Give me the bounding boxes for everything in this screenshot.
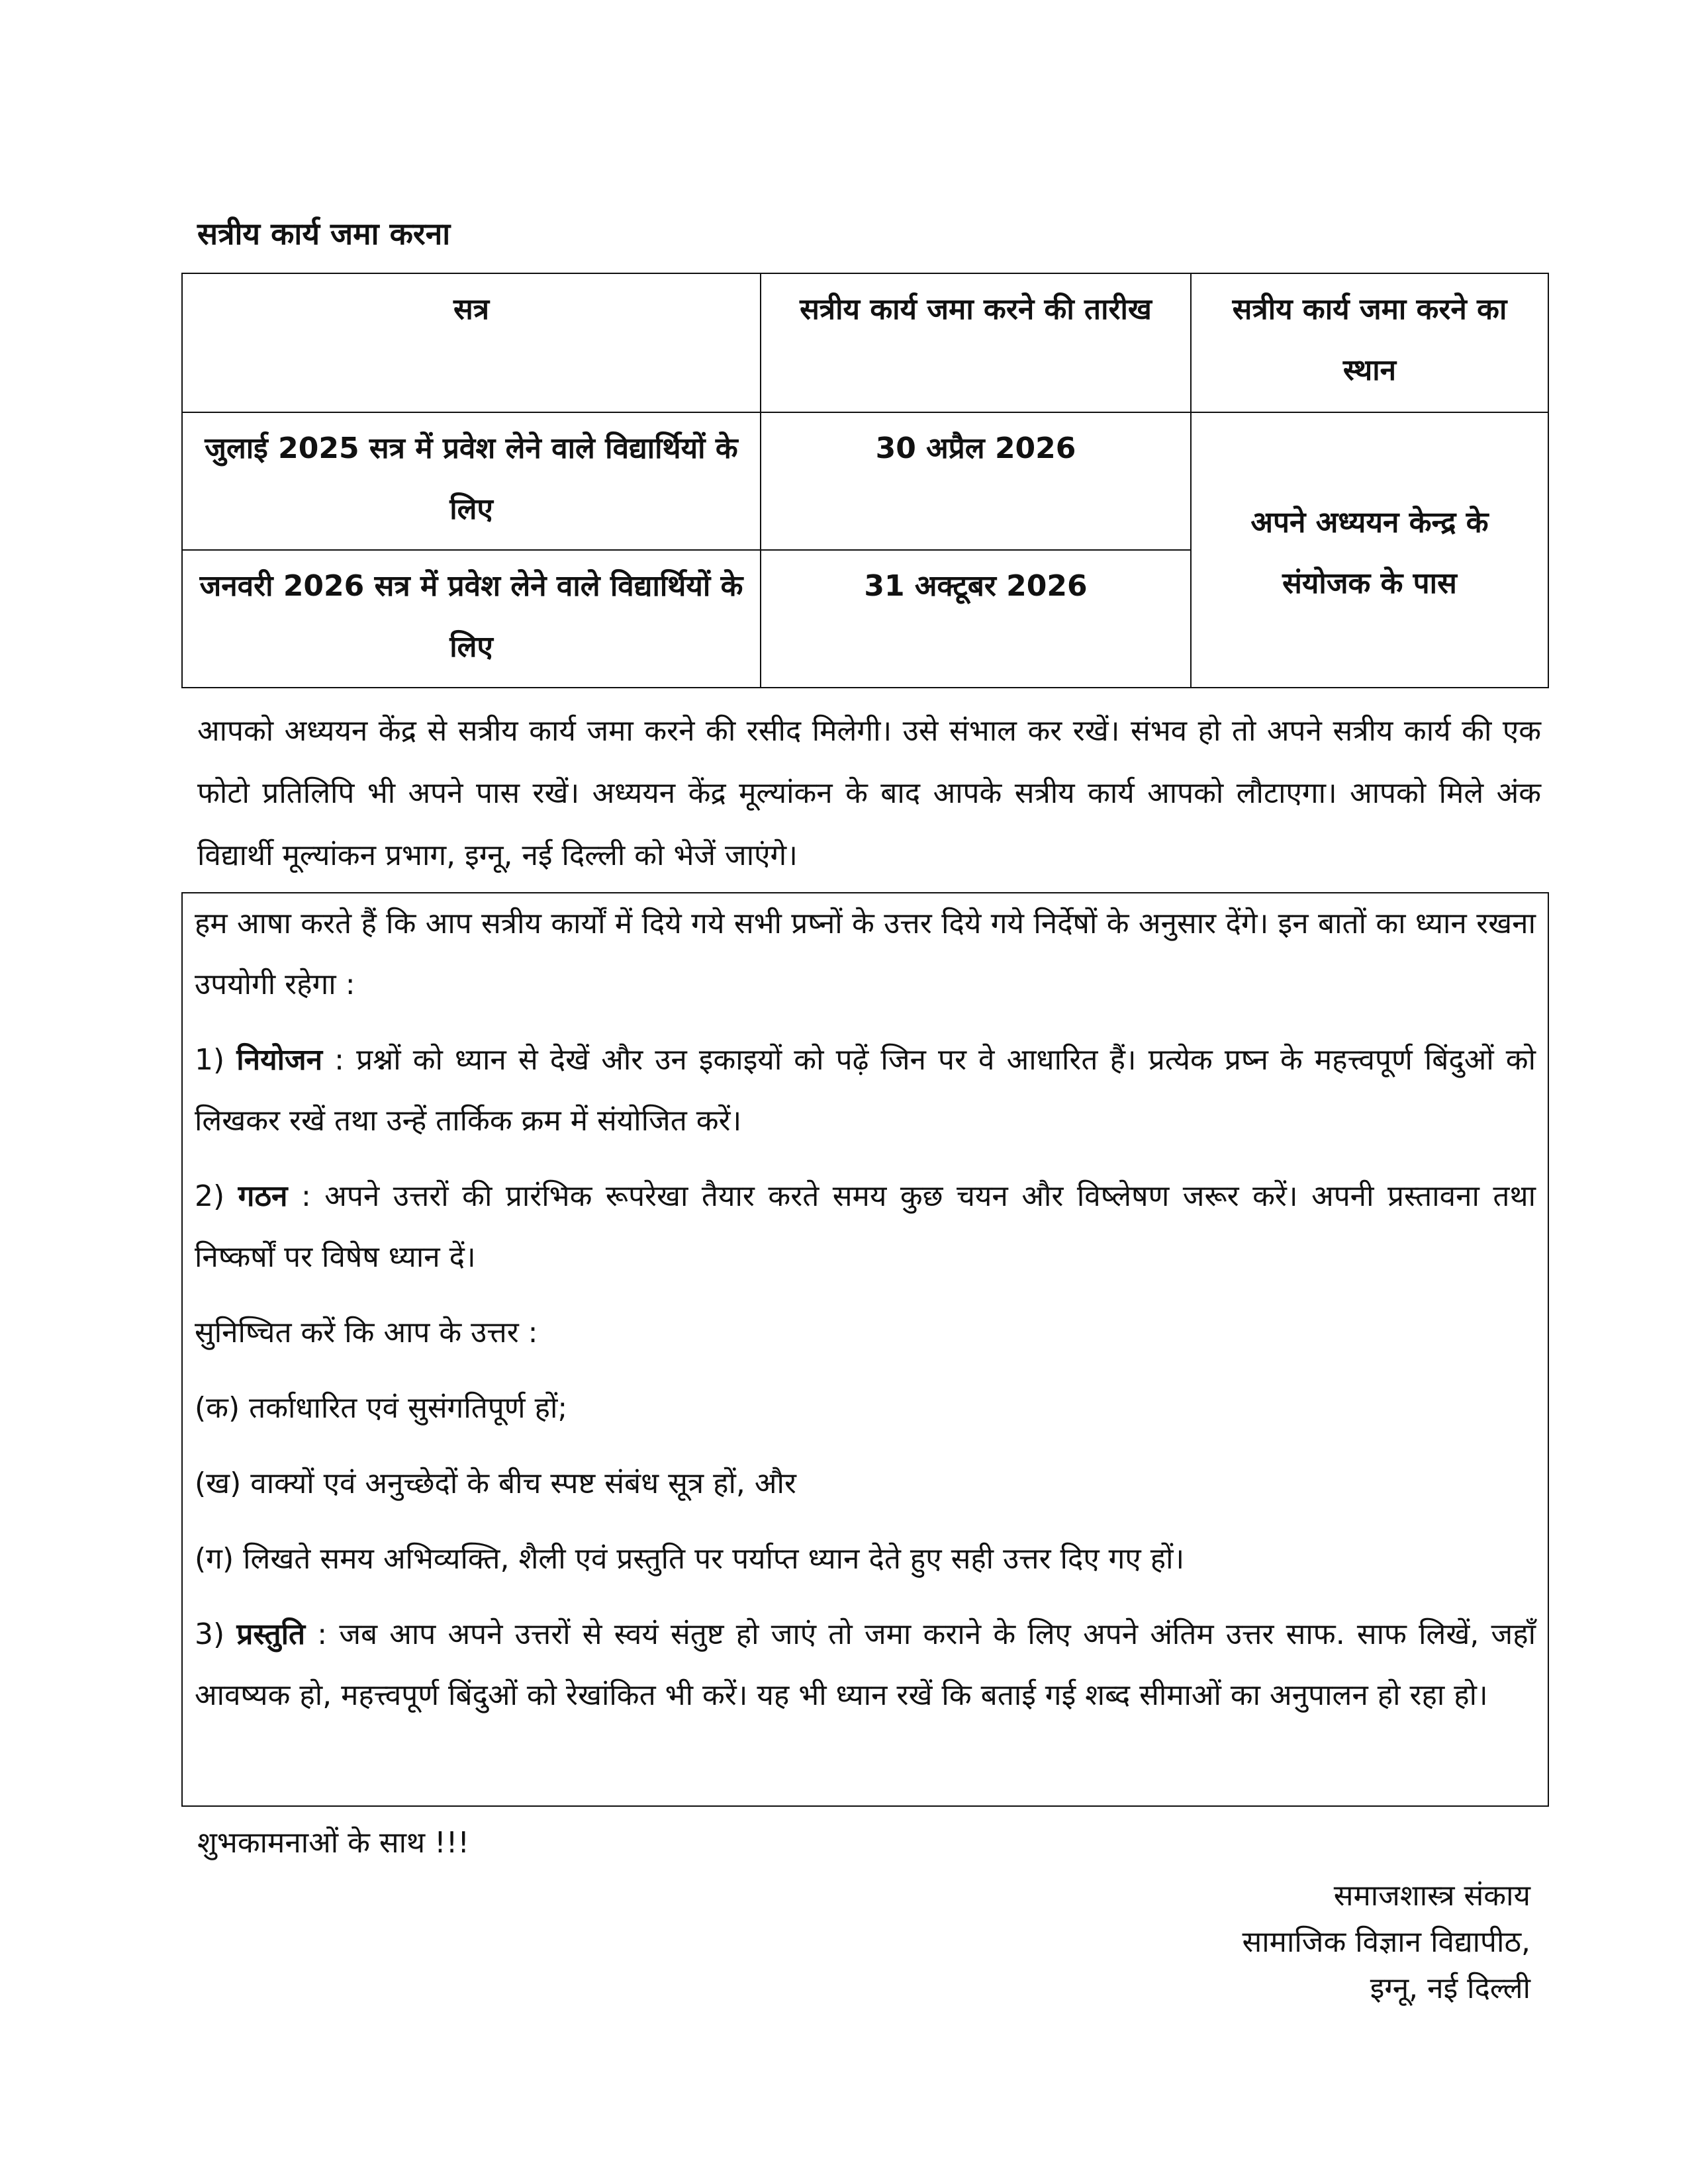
guideline-number: 1) xyxy=(195,1043,225,1077)
header-session: सत्र xyxy=(182,273,761,412)
signature-faculty: समाजशास्त्र संकाय xyxy=(1333,1879,1530,1913)
header-submission-date: सत्रीय कार्य जमा करने की तारीख xyxy=(761,273,1191,412)
guideline-text: : जब आप अपने उत्तरों से स्वयं संतुष्ट हो जाएं तो जमा कराने के लिए अपने अंतिम उत्तर साफ. साफ लिखें, जहाँ आवष्यक हो, महत्त्वपूर्ण बिंदुओं को रेखांकित भी करें। यह भी ध्यान रखें कि बताई गई शब्द सीमाओं का अनुपालन हो रहा हो। xyxy=(195,1617,1536,1712)
guideline-planning xyxy=(195,1030,1536,1152)
receipt-note: आपको अध्ययन केंद्र से सत्रीय कार्य जमा करने की रसीद मिलेगी। उसे संभाल कर रखें। संभव हो तो अपने सत्रीय कार्य की एक फोटो प्रतिलिपि भी अपने पास रखें। अध्ययन केंद्र मूल्यांकन के बाद आपके सत्रीय कार्य आपको लौटाएगा। आपको मिले अंक विद्यार्थी मूल्यांकन प्रभाग, इग्नू, नई दिल्ली को भेजें जाएंगे। xyxy=(197,714,1541,872)
guideline-title: प्रस्तुति xyxy=(236,1617,306,1651)
guidelines-intro: हम आषा करते हैं कि आप सत्रीय कार्यों में दिये गये सभी प्रष्नों के उत्तर दिये गये निर्देषों के अनुसार देंगे। इन बातों का ध्यान रखना उपयोगी रहेगा : xyxy=(195,907,1536,1001)
guideline-number: 2) xyxy=(195,1179,225,1213)
cell-date: 31 अक्टूबर 2026 xyxy=(761,550,1191,688)
signature-block xyxy=(1243,1873,1530,2012)
cell-session: जनवरी 2026 सत्र में प्रवेश लेने वाले विद्यार्थियों के लिए xyxy=(182,550,761,688)
table-row xyxy=(182,412,1548,550)
signature-university: इग्नू, नई दिल्ली xyxy=(1370,1972,1530,2005)
page-title: सत्रीय कार्य जमा करना xyxy=(197,216,451,251)
guideline-presentation xyxy=(195,1604,1536,1726)
list-item: (ग) लिखते समय अभिव्यक्ति, शैली एवं प्रस्तुति पर पर्याप्त ध्यान देते हुए सही उत्तर दिए गए हों। xyxy=(195,1542,1185,1576)
guideline-text: : प्रश्नों को ध्यान से देखें और उन इकाइयों को पढ़ें जिन पर वे आधारित हैं। प्रत्येक प्रष्न के महत्त्वपूर्ण बिंदुओं को लिखकर रखें तथा उन्हें तार्किक क्रम में संयोजित करें। xyxy=(195,1043,1536,1138)
guideline-organization xyxy=(195,1166,1536,1288)
guideline-text: : अपने उत्तरों की प्रारंभिक रूपरेखा तैयार करते समय कुछ चयन और विष्लेषण जरूर करें। अपनी प्रस्तावना तथा निष्कर्षों पर विषेष ध्यान दें। xyxy=(195,1179,1536,1274)
guidelines-box xyxy=(181,892,1549,1807)
signature-school: सामाजिक विज्ञान विद्यापीठ, xyxy=(1242,1925,1530,1959)
table-header-row xyxy=(182,273,1548,412)
closing-line: शुभकामनाओं के साथ !!! xyxy=(197,1826,470,1860)
list-item: (क) तर्काधारित एवं सुसंगतिपूर्ण हों; xyxy=(195,1391,568,1425)
cell-session: जुलाई 2025 सत्र में प्रवेश लेने वाले विद्यार्थियों के लिए xyxy=(182,412,761,550)
submission-schedule-table xyxy=(181,273,1549,688)
guideline-title: नियोजन xyxy=(236,1043,323,1077)
cell-submission-place: अपने अध्ययन केन्द्र के संयोजक के पास xyxy=(1191,412,1548,688)
guideline-number: 3) xyxy=(195,1617,225,1651)
list-item: (ख) वाक्यों एवं अनुच्छेदों के बीच स्पष्ट संबंध सूत्र हों, और xyxy=(195,1467,796,1500)
guideline-title: गठन xyxy=(238,1179,288,1213)
cell-date: 30 अप्रैल 2026 xyxy=(761,412,1191,550)
header-submission-place: सत्रीय कार्य जमा करने का स्थान xyxy=(1191,273,1548,412)
ensure-line: सुनिष्चित करें कि आप के उत्तर : xyxy=(195,1316,538,1349)
